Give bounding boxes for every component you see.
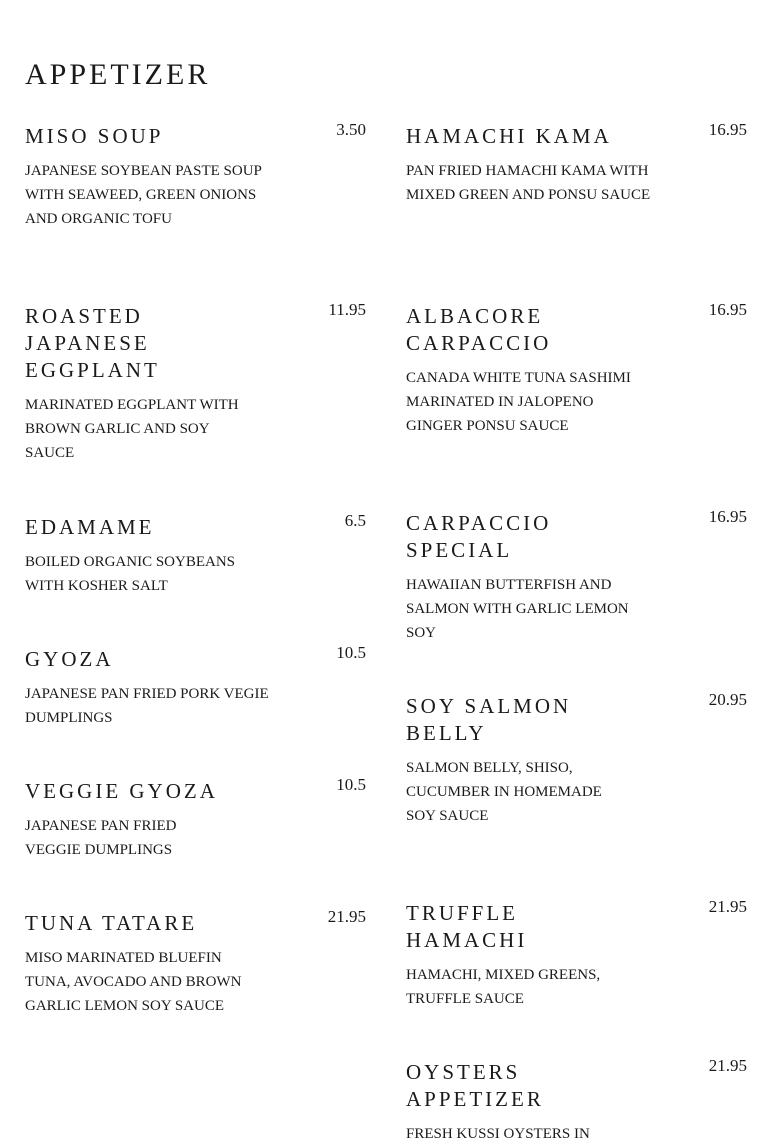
item-description: BOILED ORGANIC SOYBEANS WITH KOSHER SALT [25, 554, 236, 594]
item-price: 16.95 [708, 300, 747, 319]
item-description: MARINATED EGGPLANT WITH BROWN GARLIC AND SOY SAUCE [25, 397, 239, 461]
item-price: 21.95 [708, 1056, 747, 1075]
menu-item [25, 120, 366, 231]
item-description: CANADA WHITE TUNA SASHIMI MARINATED IN JALOPENO GINGER PONSU SAUCE [406, 370, 631, 434]
item-price: 6.5 [344, 511, 366, 530]
menu-item [25, 643, 366, 730]
item-name: CARPACCIO SPECIAL [406, 511, 552, 562]
item-description: HAMACHI, MIXED GREENS, TRUFFLE SAUCE [406, 967, 601, 1007]
item-name: SOY SALMON BELLY [406, 694, 572, 745]
item-name: MISO SOUP [25, 124, 164, 148]
section-title: APPETIZER [25, 58, 211, 91]
menu-item [25, 300, 366, 465]
item-description: JAPANESE SOYBEAN PASTE SOUP WITH SEAWEED, GREEN ONIONS AND ORGANIC TOFU [25, 163, 262, 227]
menu-item [406, 300, 747, 438]
item-name: EDAMAME [25, 515, 155, 539]
item-name: ALBACORE CARPACCIO [406, 304, 552, 355]
item-price: 16.95 [708, 120, 747, 139]
menu-item [25, 775, 366, 862]
item-description: MISO MARINATED BLUEFIN TUNA, AVOCADO AND BROWN GARLIC LEMON SOY SAUCE [25, 950, 242, 1014]
item-name: OYSTERS APPETIZER [406, 1060, 544, 1111]
item-name: GYOZA [25, 647, 114, 671]
item-price: 16.95 [708, 507, 747, 526]
item-description: PAN FRIED HAMACHI KAMA WITH MIXED GREEN AND PONSU SAUCE [406, 163, 651, 203]
item-price: 21.95 [708, 897, 747, 916]
menu-item [406, 690, 747, 828]
menu-item [25, 907, 366, 1018]
item-price: 21.95 [327, 907, 366, 926]
menu-item [406, 507, 747, 645]
menu-item [406, 1056, 747, 1139]
item-price: 10.5 [336, 643, 366, 662]
menu-item [25, 511, 366, 598]
item-name: TUNA TATARE [25, 911, 198, 935]
item-description: JAPANESE PAN FRIED PORK VEGIE DUMPLINGS [25, 686, 269, 726]
item-description: FRESH KUSSI OYSTERS IN [406, 1126, 590, 1139]
item-description: JAPANESE PAN FRIED VEGGIE DUMPLINGS [25, 818, 177, 858]
item-price: 20.95 [708, 690, 747, 709]
item-description: SALMON BELLY, SHISO, CUCUMBER IN HOMEMADE SOY SAUCE [406, 760, 602, 824]
item-description: HAWAIIAN BUTTERFISH AND SALMON WITH GARLIC LEMON SOY [406, 577, 629, 641]
item-price: 10.5 [336, 775, 366, 794]
item-name: VEGGIE GYOZA [25, 779, 218, 803]
item-price: 3.50 [336, 120, 366, 139]
item-name: HAMACHI KAMA [406, 124, 612, 148]
item-name: ROASTED JAPANESE EGGPLANT [25, 304, 160, 382]
item-price: 11.95 [328, 300, 366, 319]
menu-item [406, 120, 747, 207]
menu-item [406, 897, 747, 1011]
item-name: TRUFFLE HAMACHI [406, 901, 528, 952]
